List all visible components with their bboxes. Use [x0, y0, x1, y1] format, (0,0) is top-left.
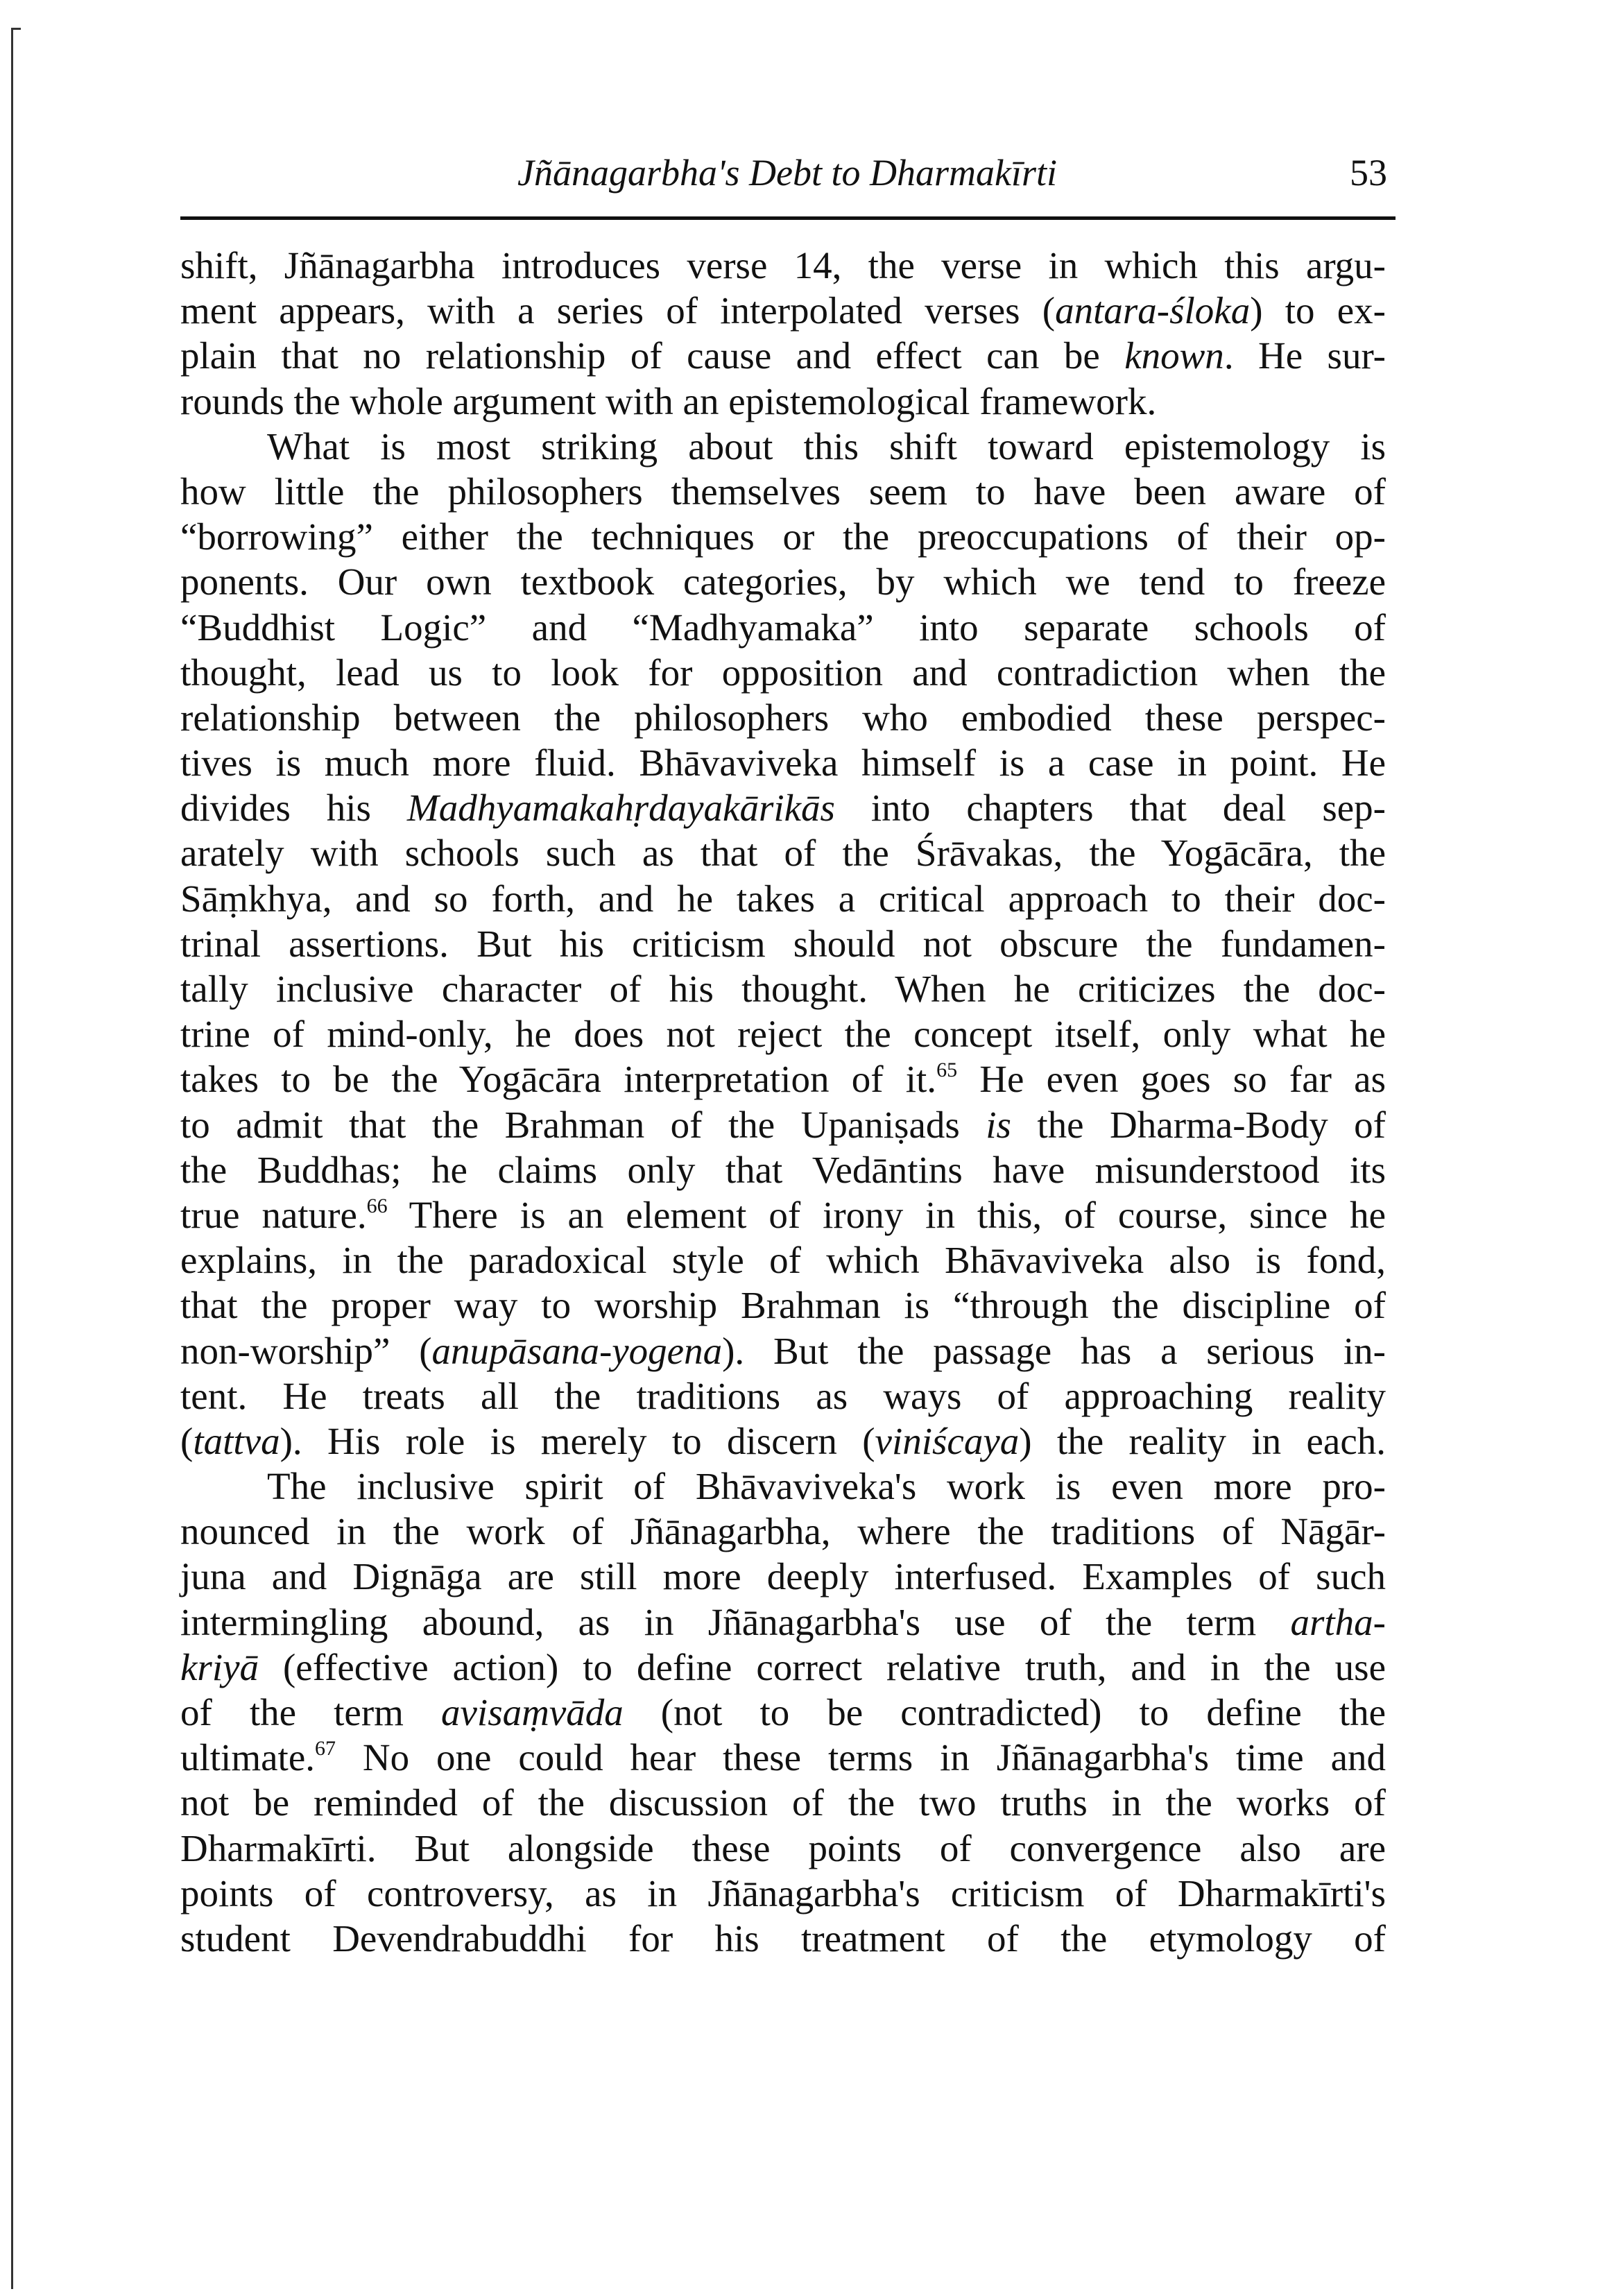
text-run: No one could hear these terms in Jñānagarbha's time and — [335, 1736, 1386, 1779]
text-run: (not to be contradicted) to define the — [623, 1691, 1386, 1733]
text-line — [180, 1916, 1386, 1961]
text-run: Sāṃkhya, and so forth, and he takes a critical approach to their doc- — [180, 877, 1386, 920]
text-line — [180, 1600, 1386, 1645]
text-line — [180, 1328, 1386, 1373]
text-run: He even goes so far as — [957, 1058, 1386, 1101]
text-run: ultimate. — [180, 1736, 315, 1779]
text-line — [180, 695, 1386, 740]
text-line — [180, 469, 1386, 514]
text-line — [180, 333, 1386, 378]
text-run: divides his — [180, 787, 407, 830]
text-run: student Devendrabuddhi for his treatment of the etymology of — [180, 1917, 1386, 1960]
italic-term: tattva — [193, 1419, 280, 1462]
text-line — [180, 1373, 1386, 1419]
text-run: tally inclusive character of his thought. When he criticizes the doc- — [180, 968, 1386, 1010]
italic-term: antara-śloka — [1055, 289, 1251, 332]
text-run: rounds the whole argument with an epistemological framework. — [180, 379, 1157, 422]
text-line — [180, 785, 1386, 830]
text-run: trinal assertions. But his criticism should not obscure the fundamen- — [180, 922, 1386, 965]
text-run: not be reminded of the discussion of the two truths in the works of — [180, 1781, 1386, 1824]
text-line — [180, 876, 1386, 921]
text-run: (effective action) to define correct relative truth, and in the use — [259, 1645, 1386, 1688]
text-line — [180, 1780, 1386, 1825]
text-run: nounced in the work of Jñānagarbha, where the traditions of Nāgār- — [180, 1510, 1386, 1553]
text-run: trine of mind-only, he does not reject the concept itself, only what he — [180, 1013, 1386, 1056]
text-run: of the term — [180, 1691, 441, 1733]
text-run: thought, lead us to look for opposition and contradiction when the — [180, 651, 1386, 694]
text-run: “Buddhist Logic” and “Madhyamaka” into separate schools of — [180, 606, 1386, 649]
text-line — [180, 288, 1386, 333]
text-run: ( — [180, 1419, 194, 1462]
text-line — [180, 921, 1386, 966]
text-run: ponents. Our own textbook categories, by which we tend to freeze — [180, 560, 1386, 603]
running-title: Jñānagarbha's Debt to Dharmakīrti — [517, 152, 1058, 194]
text-line — [180, 1690, 1386, 1735]
text-line — [180, 1735, 1386, 1780]
italic-term: viniścaya — [875, 1419, 1020, 1462]
italic-term: artha- — [1290, 1600, 1386, 1643]
text-run: “borrowing” either the techniques or the preoccupations of their op- — [180, 515, 1386, 558]
text-line — [180, 1464, 1386, 1509]
text-line — [180, 1871, 1386, 1916]
text-line — [180, 424, 1386, 469]
italic-term: Madhyamakahṛdayakārikās — [406, 787, 835, 830]
text-run: how little the philosophers themselves seem to have been aware of — [180, 470, 1386, 513]
text-run: What is most striking about this shift toward epistemology is — [267, 425, 1386, 468]
scan-edge-corner — [11, 28, 21, 30]
text-line — [180, 1554, 1386, 1599]
text-line — [180, 1509, 1386, 1554]
text-run: ). His role is merely to discern ( — [280, 1419, 875, 1462]
text-run: relationship between the philosophers who embodied these perspec- — [180, 696, 1386, 739]
text-run: arately with schools such as that of the Śrāvakas, the Yogācāra, the — [180, 832, 1386, 875]
text-line — [180, 1283, 1386, 1328]
text-run: takes to be the Yogācāra interpretation of it. — [180, 1058, 937, 1101]
text-line — [180, 1102, 1386, 1147]
text-run: plain that no relationship of cause and effect can be — [180, 334, 1125, 377]
italic-term: known — [1124, 334, 1224, 377]
text-line — [180, 1645, 1386, 1690]
text-run: Dharmakīrti. But alongside these points of convergence also are — [180, 1826, 1386, 1869]
footnote-ref: 67 — [314, 1737, 336, 1760]
scan-edge-line — [11, 28, 13, 2289]
text-line — [180, 1826, 1386, 1871]
text-run: . He sur- — [1223, 334, 1386, 377]
text-line — [180, 1237, 1386, 1283]
footnote-ref: 65 — [936, 1059, 958, 1082]
italic-term: anupāsana-yogena — [431, 1329, 723, 1372]
text-line — [180, 1056, 1386, 1102]
text-run: the Dharma-Body of — [1011, 1103, 1386, 1146]
header-rule — [180, 216, 1396, 220]
text-run: that the proper way to worship Brahman is “through the discipline of — [180, 1284, 1386, 1327]
text-line — [180, 379, 1386, 424]
text-run: ment appears, with a series of interpolated verses ( — [180, 289, 1056, 332]
text-run: explains, in the paradoxical style of which Bhāvaviveka also is fond, — [180, 1239, 1386, 1282]
text-line — [180, 1147, 1386, 1192]
text-line — [180, 243, 1386, 288]
text-run: ) the reality in each. — [1019, 1419, 1386, 1462]
page-number: 53 — [1350, 152, 1387, 194]
text-run: There is an element of irony in this, of course, since he — [387, 1193, 1386, 1236]
text-line — [180, 605, 1386, 650]
text-line — [180, 966, 1386, 1011]
text-line — [180, 830, 1386, 875]
text-line — [180, 650, 1386, 695]
text-run: juna and Dignāga are still more deeply interfused. Examples of such — [180, 1555, 1386, 1598]
text-run: ) to ex- — [1250, 289, 1386, 332]
text-run: true nature. — [180, 1193, 367, 1236]
text-line — [180, 1011, 1386, 1056]
italic-term: is — [986, 1103, 1011, 1146]
text-run: points of controversy, as in Jñānagarbha's criticism of Dharmakīrti's — [180, 1871, 1386, 1914]
running-header — [180, 151, 1394, 200]
text-run: tives is much more fluid. Bhāvaviveka himself is a case in point. He — [180, 742, 1386, 785]
text-run: the Buddhas; he claims only that Vedāntins have misunderstood its — [180, 1148, 1386, 1191]
text-run: to admit that the Brahman of the Upaniṣads — [180, 1103, 986, 1146]
text-run: into chapters that deal sep- — [834, 787, 1386, 830]
text-line — [180, 514, 1386, 559]
body-text — [180, 243, 1386, 1961]
text-run: shift, Jñānagarbha introduces verse 14, the verse in which this argu- — [180, 244, 1386, 286]
text-line — [180, 559, 1386, 604]
footnote-ref: 66 — [366, 1194, 388, 1217]
text-line — [180, 740, 1386, 785]
italic-term: kriyā — [180, 1645, 259, 1688]
text-run: intermingling abound, as in Jñānagarbha's use of the term — [180, 1600, 1291, 1643]
italic-term: avisaṃvāda — [441, 1691, 624, 1733]
text-run: tent. He treats all the traditions as ways of approaching reality — [180, 1374, 1386, 1417]
text-run: ). But the passage has a serious in- — [722, 1329, 1386, 1372]
text-run: non-worship” ( — [180, 1329, 432, 1372]
text-line — [180, 1419, 1386, 1464]
text-run: The inclusive spirit of Bhāvaviveka's work is even more pro- — [267, 1465, 1386, 1508]
text-line — [180, 1192, 1386, 1237]
